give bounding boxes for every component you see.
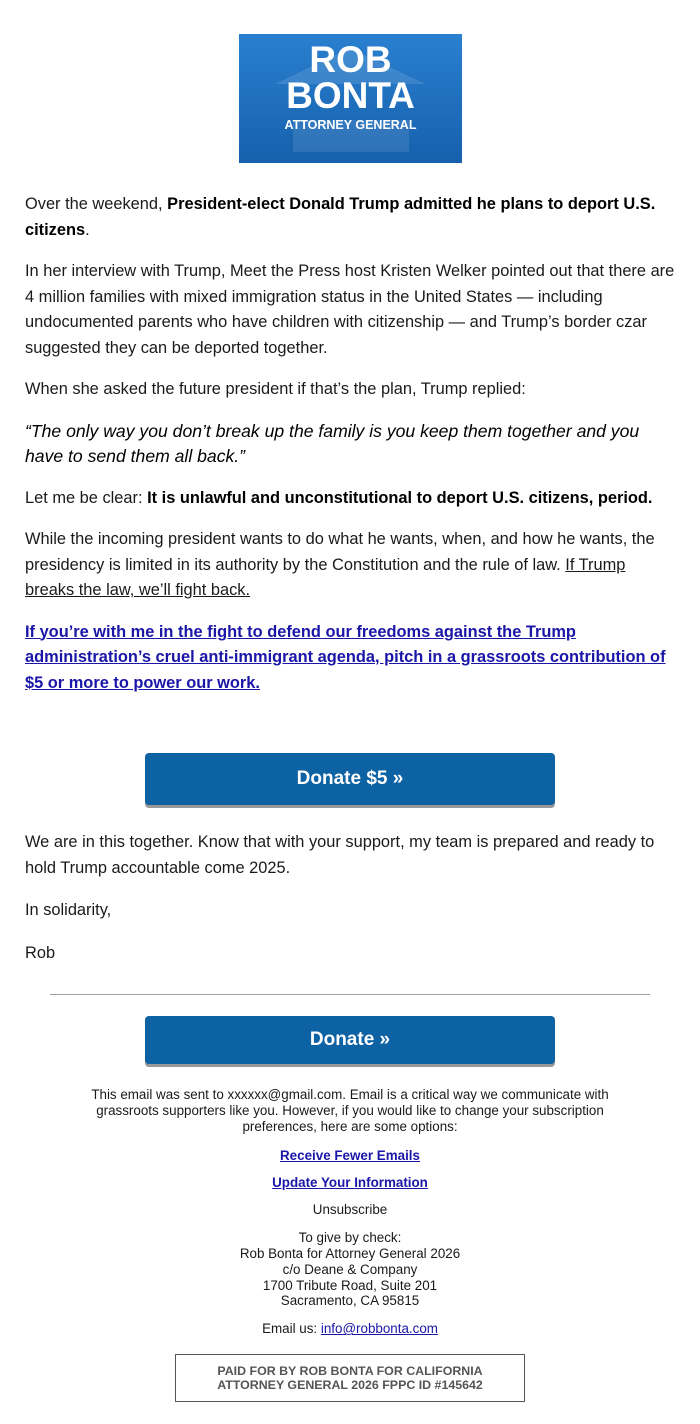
donate-5-button[interactable]: Donate $5 »: [145, 753, 555, 805]
campaign-logo: [239, 34, 462, 163]
paid-line-2: ATTORNEY GENERAL 2026 FPPC ID #145642: [217, 1378, 483, 1392]
update-information-link[interactable]: Update Your Information: [272, 1175, 428, 1191]
email-footer: [75, 1087, 625, 1337]
receive-fewer-emails-link[interactable]: Receive Fewer Emails: [280, 1148, 420, 1164]
contact-email-link[interactable]: info@robbonta.com: [320, 1321, 438, 1337]
logo-graphic: [239, 34, 462, 163]
email-body: [25, 192, 675, 712]
be-clear-text: Let me be clear:: [25, 488, 148, 507]
be-clear-bold-text: It is unlawful and unconstitutional to deport U.S. citizens, period.: [147, 488, 653, 507]
paid-for-disclaimer: [175, 1354, 525, 1402]
divider: [50, 994, 650, 995]
fight-back-link[interactable]: If Trump breaks the law, we’ll fight back.: [25, 555, 626, 599]
intro-bold-text: President-elect Donald Trump admitted he plans to deport U.S. citizens: [25, 195, 656, 239]
email-label: Email us:: [262, 1321, 321, 1337]
logo-line-1: ROB: [309, 39, 392, 80]
check-line-3: c/o Deane & Company: [282, 1261, 418, 1277]
footer-email-line: [75, 1321, 625, 1337]
email-closing: [25, 830, 675, 983]
footer-intro: This email was sent to xxxxxx@gmail.com. Email is a critical way we communicate with grassroots supporters like you. However, if you would like to change your subscription preferences, here are some options:: [91, 1087, 609, 1134]
signoff: In solidarity,: [25, 901, 112, 919]
paragraph-rule-of-law: [25, 527, 675, 604]
trump-quote: “The only way you don’t break up the family is you keep them together and you have to send them all back.”: [25, 420, 640, 466]
intro-period: .: [85, 220, 90, 239]
check-line-5: Sacramento, CA 95815: [280, 1293, 420, 1309]
paragraph-be-clear: [25, 486, 675, 512]
paid-line-1: PAID FOR BY ROB BONTA FOR CALIFORNIA: [217, 1364, 483, 1378]
paragraph-intro: [25, 192, 675, 243]
signature-name: Rob: [25, 943, 56, 962]
paragraph-asked: When she asked the future president if that’s the plan, Trump replied:: [25, 380, 526, 398]
contribution-cta-link[interactable]: If you’re with me in the fight to defend our freedoms against the Trump administration’s cruel anti-immigrant agenda, pitch in a grassroots contribution of $5 or more to power our work.: [25, 622, 666, 692]
paragraph-together: We are in this together. Know that with your support, my team is prepared and ready to hold Trump accountable come 2025.: [25, 833, 655, 877]
intro-text: Over the weekend,: [25, 195, 168, 213]
logo-line-2: BONTA: [286, 75, 415, 116]
paragraph-cta: [25, 620, 675, 697]
paragraph-interview: In her interview with Trump, Meet the Press host Kristen Welker pointed out that there are 4 million families with mixed immigration status in the United States — including undocumented parents who have children with citizenship — and Trump’s border czar suggested they can be deported together.: [25, 262, 675, 357]
check-address: [75, 1230, 625, 1309]
rule-of-law-text: While the incoming president wants to do what he wants, when, and how he wants, the presidency is limited in its authority by the Constitution and the rule of law.: [25, 530, 655, 574]
donate-button[interactable]: Donate »: [145, 1016, 555, 1064]
check-line-2: Rob Bonta for Attorney General 2026: [239, 1245, 461, 1261]
check-line-4: 1700 Tribute Road, Suite 201: [262, 1277, 438, 1293]
logo-line-3: ATTORNEY GENERAL: [284, 118, 417, 132]
check-line-1: To give by check:: [298, 1230, 402, 1246]
unsubscribe-link[interactable]: Unsubscribe: [312, 1202, 388, 1218]
